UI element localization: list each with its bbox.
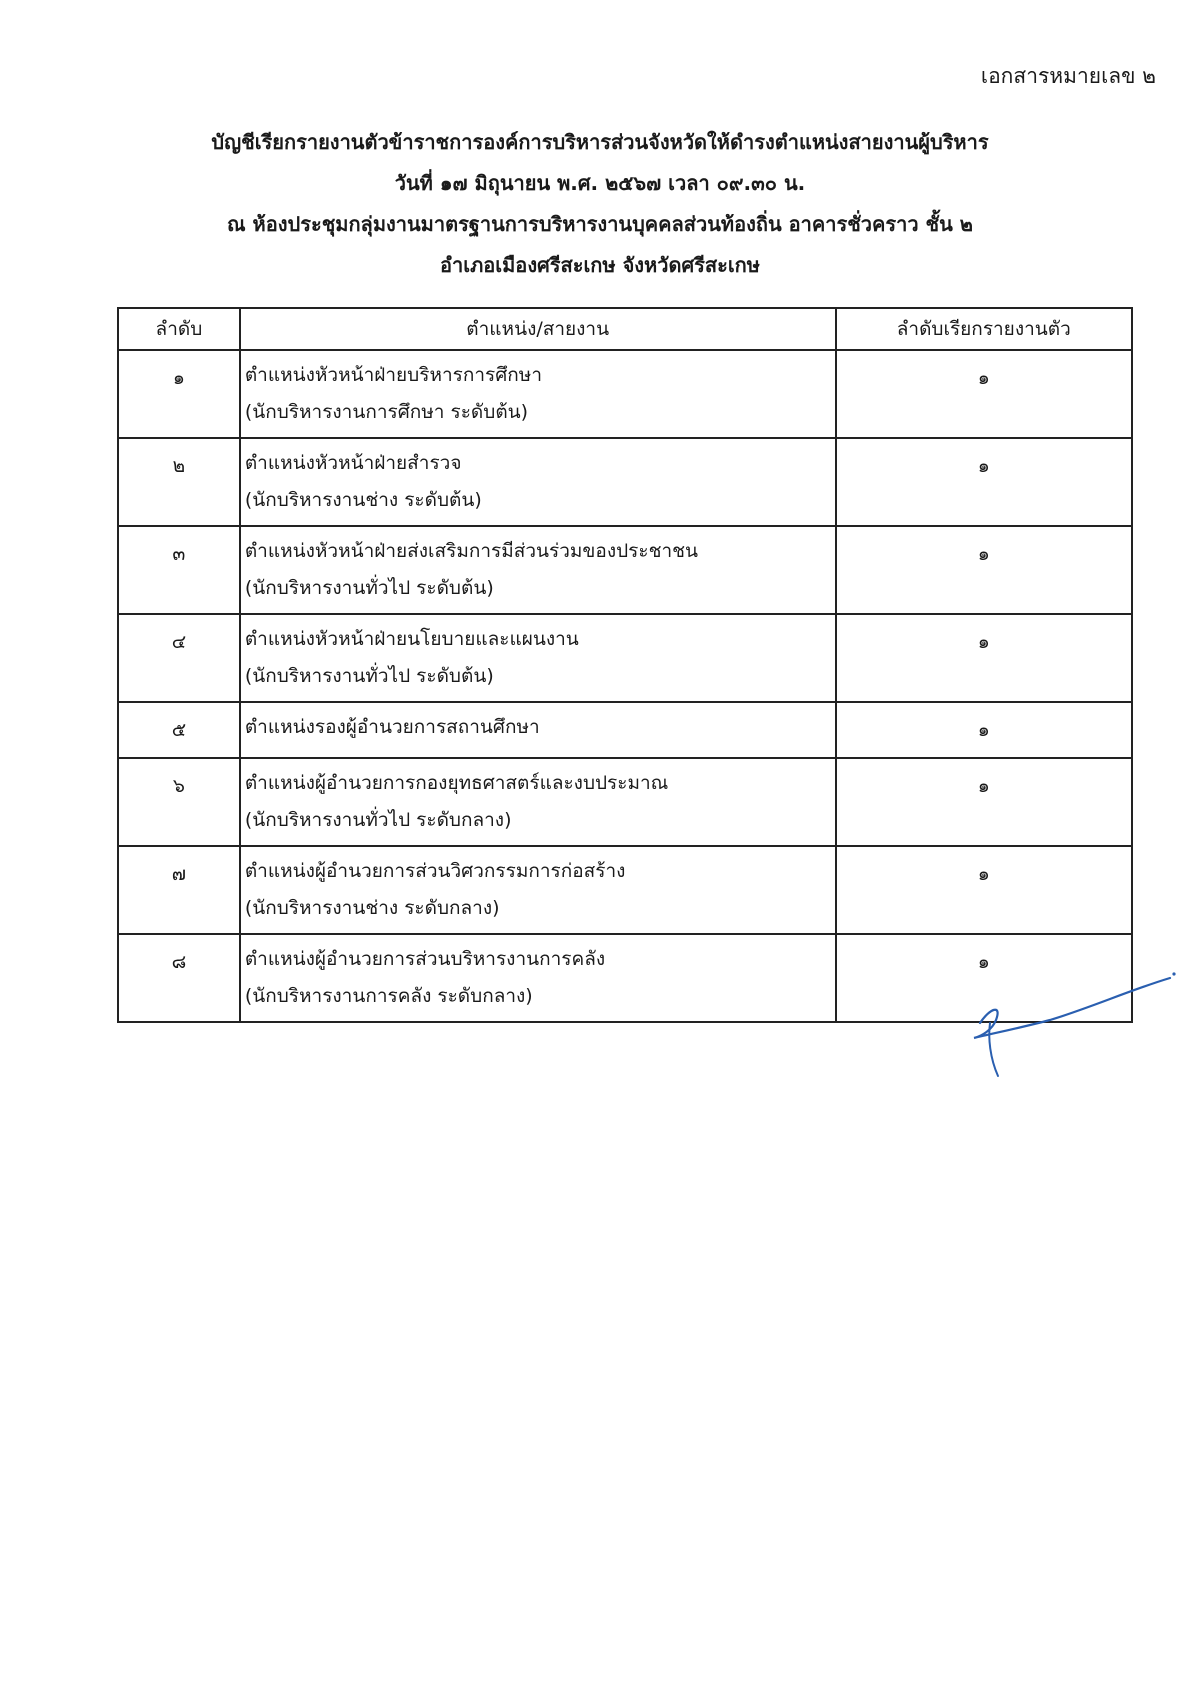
row-report-order: ๑ (836, 438, 1132, 526)
row-position-cell (240, 438, 836, 526)
position-line: (นักบริหารงานช่าง ระดับต้น) (244, 489, 482, 511)
position-title: ตำแหน่งหัวหน้าฝ่ายสำรวจ (244, 452, 462, 474)
signature (960, 968, 1180, 1088)
table-header-row (118, 308, 1132, 350)
table-row (118, 846, 1132, 934)
row-report-order: ๑ (836, 350, 1132, 438)
meeting-venue: ณ ห้องประชุมกลุ่มงานมาตรฐานการบริหารงานบุคคลส่วนท้องถิ่น อาคารชั่วคราว ชั้น ๒ (227, 212, 973, 236)
position-line: (นักบริหารงานทั่วไป ระดับต้น) (244, 577, 494, 599)
table-row (118, 758, 1132, 846)
row-position-cell (240, 934, 836, 1022)
table-row (118, 438, 1132, 526)
row-order-number: ๒ (118, 438, 240, 526)
table-row (118, 526, 1132, 614)
position-line: (นักบริหารงานการคลัง ระดับกลาง) (244, 985, 533, 1007)
row-report-order: ๑ (836, 526, 1132, 614)
row-position-cell (240, 702, 836, 758)
roster-body (118, 350, 1132, 1022)
row-position-cell (240, 846, 836, 934)
position-line: (นักบริหารงานช่าง ระดับกลาง) (244, 897, 500, 919)
table-row (118, 614, 1132, 702)
row-report-order: ๑ (836, 846, 1132, 934)
row-position-cell (240, 758, 836, 846)
row-report-order: ๑ (836, 614, 1132, 702)
column-header-position: ตำแหน่ง/สายงาน (240, 308, 836, 350)
position-title: ตำแหน่งรองผู้อำนวยการสถานศึกษา (244, 716, 540, 738)
position-title: ตำแหน่งผู้อำนวยการส่วนวิศวกรรมการก่อสร้าง (244, 860, 626, 882)
row-order-number: ๗ (118, 846, 240, 934)
meeting-location: อำเภอเมืองศรีสะเกษ จังหวัดศรีสะเกษ (440, 253, 760, 277)
row-position-cell (240, 350, 836, 438)
meeting-datetime: วันที่ ๑๗ มิถุนายน พ.ศ. ๒๕๖๗ เวลา ๐๙.๓๐ น. (394, 171, 806, 195)
position-line: (นักบริหารงานการศึกษา ระดับต้น) (244, 401, 529, 423)
row-order-number: ๓ (118, 526, 240, 614)
table-row (118, 350, 1132, 438)
table-row (118, 702, 1132, 758)
row-position-cell (240, 614, 836, 702)
row-order-number: ๔ (118, 614, 240, 702)
row-report-order: ๑ (836, 702, 1132, 758)
document-header (120, 122, 1080, 286)
roster-table (117, 307, 1133, 1023)
position-title: ตำแหน่งผู้อำนวยการกองยุทธศาสตร์และงบประมาณ (244, 772, 669, 794)
position-title: ตำแหน่งหัวหน้าฝ่ายนโยบายและแผนงาน (244, 628, 579, 650)
row-order-number: ๑ (118, 350, 240, 438)
position-title: ตำแหน่งหัวหน้าฝ่ายบริหารการศึกษา (244, 364, 542, 386)
row-order-number: ๕ (118, 702, 240, 758)
row-order-number: ๘ (118, 934, 240, 1022)
position-title: ตำแหน่งหัวหน้าฝ่ายส่งเสริมการมีส่วนร่วมของประชาชน (244, 540, 699, 562)
position-line: (นักบริหารงานทั่วไป ระดับต้น) (244, 665, 494, 687)
document-number: เอกสารหมายเลข ๒ (980, 64, 1156, 88)
row-report-order: ๑ (836, 934, 1132, 1022)
document-title: บัญชีเรียกรายงานตัวข้าราชการองค์การบริหารส่วนจังหวัดให้ดำรงตำแหน่งสายงานผู้บริหาร (211, 130, 989, 154)
column-header-report-order: ลำดับเรียกรายงานตัว (836, 308, 1132, 350)
row-report-order: ๑ (836, 758, 1132, 846)
column-header-order: ลำดับ (118, 308, 240, 350)
row-order-number: ๖ (118, 758, 240, 846)
position-title: ตำแหน่งผู้อำนวยการส่วนบริหารงานการคลัง (244, 948, 606, 970)
position-line: (นักบริหารงานทั่วไป ระดับกลาง) (244, 809, 512, 831)
row-position-cell (240, 526, 836, 614)
